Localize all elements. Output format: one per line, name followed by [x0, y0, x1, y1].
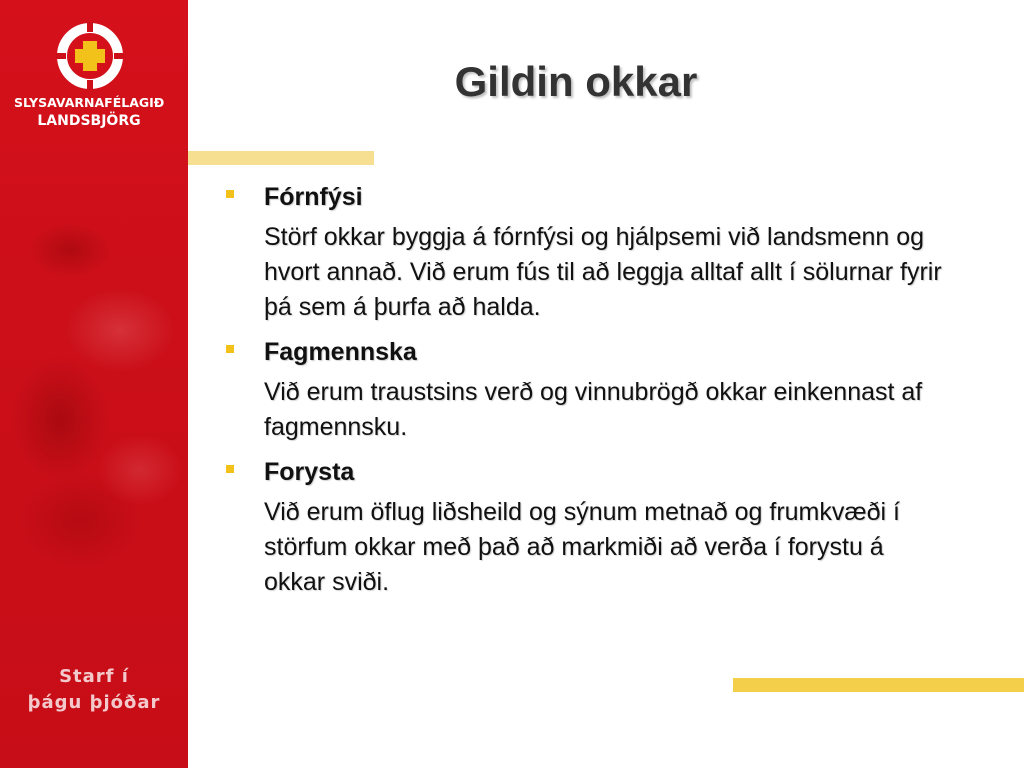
lifebuoy-cross-icon	[56, 22, 124, 90]
value-item	[226, 335, 946, 445]
motto-line2: þágu þjóðar	[27, 692, 161, 713]
value-heading: Fórnfýsi	[264, 183, 363, 211]
motto	[0, 664, 188, 716]
org-name-line1: SLYSAVARNAFÉLAGIÐ	[14, 95, 165, 110]
value-item	[226, 180, 946, 325]
bullet-icon	[226, 345, 234, 353]
bullet-icon	[226, 190, 234, 198]
value-heading: Fagmennska	[264, 338, 417, 366]
organization-logo	[0, 22, 188, 130]
sidebar	[0, 0, 188, 768]
title-accent-bar	[188, 151, 374, 165]
values-list	[226, 180, 946, 610]
bullet-icon	[226, 465, 234, 473]
value-heading: Forysta	[264, 458, 355, 486]
slide-title: Gildin okkar	[454, 58, 698, 105]
value-description: Störf okkar byggja á fórnfýsi og hjálpsemi við landsmenn og hvort annað. Við erum fús til að leggja alltaf allt í sölurnar fyrir þá sem á þurfa að halda.	[264, 223, 942, 321]
value-description: Við erum öflug liðsheild og sýnum metnað og frumkvæði í störfum okkar með það að markmiði að verða í forystu á okkar sviði.	[264, 498, 900, 596]
org-name-line2: LANDSBJÖRG	[37, 113, 141, 129]
value-description: Við erum traustsins verð og vinnubrögð okkar einkennast af fagmennsku.	[264, 378, 923, 441]
value-item	[226, 455, 946, 600]
motto-line1: Starf í	[59, 666, 129, 687]
footer-accent-bar	[733, 678, 1024, 692]
